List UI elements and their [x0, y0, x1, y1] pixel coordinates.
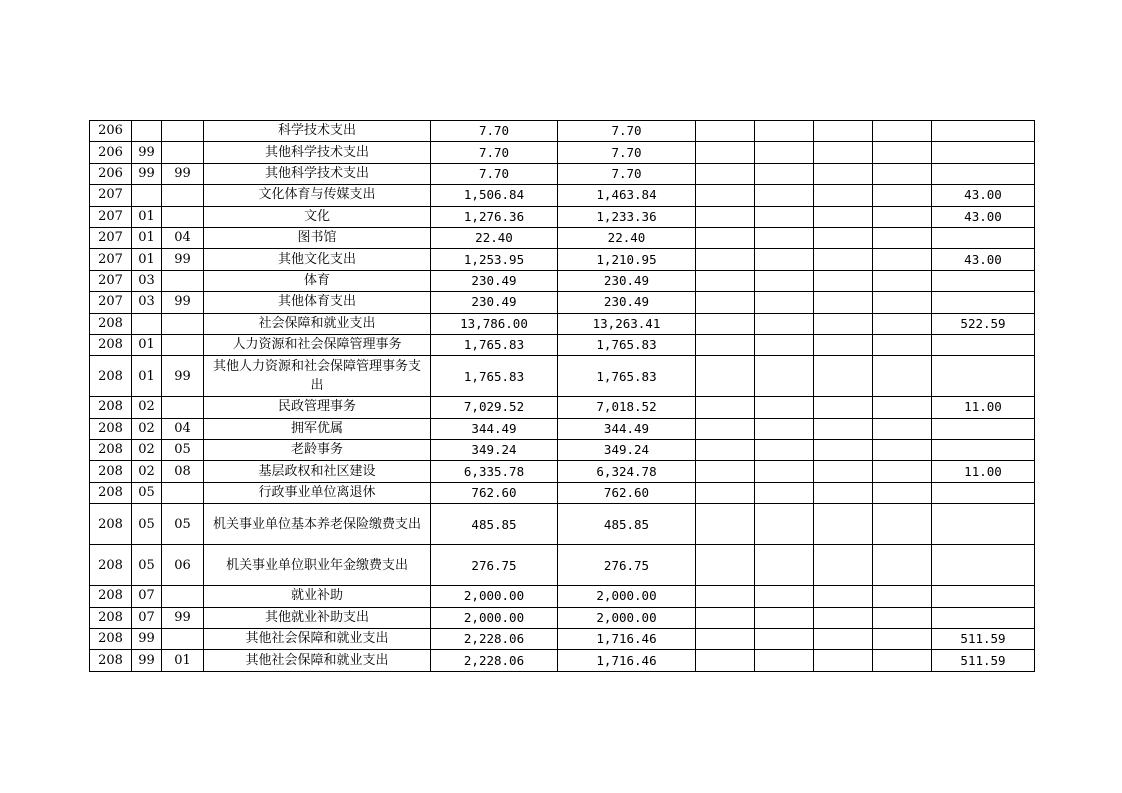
subject-name-cell: 文化 — [204, 206, 431, 227]
item-code-cell — [162, 270, 204, 291]
class-code-cell: 206 — [90, 142, 132, 163]
amount-col-5-cell — [814, 206, 873, 227]
amount-col-3-cell — [696, 292, 755, 313]
amount-col-6-cell — [873, 586, 932, 607]
amount-col-6-cell — [873, 504, 932, 545]
table-row — [90, 397, 1035, 418]
table-row — [90, 629, 1035, 650]
total-amount-cell: 276.75 — [431, 545, 558, 586]
table-row — [90, 504, 1035, 545]
category-code-cell: 05 — [132, 545, 162, 586]
total-amount-cell: 2,000.00 — [431, 586, 558, 607]
class-code-cell: 206 — [90, 163, 132, 184]
basic-expenditure-cell: 2,000.00 — [558, 586, 696, 607]
amount-col-4-cell — [755, 504, 814, 545]
amount-col-3-cell — [696, 482, 755, 503]
amount-col-5-cell — [814, 461, 873, 482]
subject-name-cell: 其他社会保障和就业支出 — [204, 629, 431, 650]
class-code-cell: 207 — [90, 249, 132, 270]
table-row — [90, 249, 1035, 270]
amount-col-4-cell — [755, 545, 814, 586]
item-code-cell — [162, 185, 204, 206]
total-amount-cell: 7.70 — [431, 142, 558, 163]
project-expenditure-cell: 11.00 — [932, 461, 1035, 482]
table-row — [90, 185, 1035, 206]
amount-col-6-cell — [873, 292, 932, 313]
table-row — [90, 650, 1035, 671]
amount-col-5-cell — [814, 121, 873, 142]
table-row — [90, 270, 1035, 291]
total-amount-cell: 1,765.83 — [431, 334, 558, 355]
amount-col-4-cell — [755, 185, 814, 206]
total-amount-cell: 230.49 — [431, 270, 558, 291]
budget-expenditure-table — [89, 120, 1035, 672]
subject-name-cell: 其他科学技术支出 — [204, 142, 431, 163]
total-amount-cell: 2,228.06 — [431, 629, 558, 650]
amount-col-4-cell — [755, 163, 814, 184]
subject-name-cell: 其他文化支出 — [204, 249, 431, 270]
category-code-cell: 05 — [132, 482, 162, 503]
class-code-cell: 206 — [90, 121, 132, 142]
category-code-cell: 01 — [132, 249, 162, 270]
amount-col-5-cell — [814, 185, 873, 206]
table-row — [90, 461, 1035, 482]
category-code-cell: 02 — [132, 418, 162, 439]
subject-name-cell: 其他人力资源和社会保障管理事务支出 — [204, 356, 431, 397]
amount-col-6-cell — [873, 227, 932, 248]
category-code-cell: 01 — [132, 206, 162, 227]
amount-col-4-cell — [755, 121, 814, 142]
item-code-cell: 05 — [162, 504, 204, 545]
class-code-cell: 208 — [90, 504, 132, 545]
amount-col-4-cell — [755, 249, 814, 270]
subject-name-cell: 机关事业单位职业年金缴费支出 — [204, 545, 431, 586]
amount-col-3-cell — [696, 334, 755, 355]
item-code-cell — [162, 334, 204, 355]
amount-col-6-cell — [873, 185, 932, 206]
total-amount-cell: 762.60 — [431, 482, 558, 503]
basic-expenditure-cell: 349.24 — [558, 440, 696, 461]
category-code-cell: 99 — [132, 629, 162, 650]
amount-col-3-cell — [696, 270, 755, 291]
subject-name-cell: 其他就业补助支出 — [204, 607, 431, 628]
class-code-cell: 207 — [90, 227, 132, 248]
amount-col-5-cell — [814, 163, 873, 184]
amount-col-6-cell — [873, 313, 932, 334]
subject-name-cell: 拥军优属 — [204, 418, 431, 439]
amount-col-4-cell — [755, 629, 814, 650]
subject-name-cell: 其他科学技术支出 — [204, 163, 431, 184]
amount-col-5-cell — [814, 482, 873, 503]
amount-col-6-cell — [873, 249, 932, 270]
amount-col-3-cell — [696, 227, 755, 248]
amount-col-3-cell — [696, 249, 755, 270]
amount-col-4-cell — [755, 356, 814, 397]
total-amount-cell: 13,786.00 — [431, 313, 558, 334]
amount-col-3-cell — [696, 418, 755, 439]
amount-col-4-cell — [755, 397, 814, 418]
basic-expenditure-cell: 485.85 — [558, 504, 696, 545]
amount-col-4-cell — [755, 142, 814, 163]
total-amount-cell: 2,228.06 — [431, 650, 558, 671]
amount-col-3-cell — [696, 545, 755, 586]
category-code-cell: 01 — [132, 356, 162, 397]
subject-name-cell: 民政管理事务 — [204, 397, 431, 418]
basic-expenditure-cell: 1,765.83 — [558, 356, 696, 397]
amount-col-4-cell — [755, 461, 814, 482]
amount-col-6-cell — [873, 482, 932, 503]
category-code-cell: 99 — [132, 650, 162, 671]
amount-col-4-cell — [755, 270, 814, 291]
amount-col-3-cell — [696, 461, 755, 482]
project-expenditure-cell: 43.00 — [932, 185, 1035, 206]
table-row — [90, 334, 1035, 355]
item-code-cell — [162, 629, 204, 650]
subject-name-cell: 行政事业单位离退休 — [204, 482, 431, 503]
amount-col-4-cell — [755, 482, 814, 503]
subject-name-cell: 体育 — [204, 270, 431, 291]
subject-name-cell: 就业补助 — [204, 586, 431, 607]
basic-expenditure-cell: 7.70 — [558, 163, 696, 184]
project-expenditure-cell: 511.59 — [932, 650, 1035, 671]
amount-col-5-cell — [814, 292, 873, 313]
amount-col-6-cell — [873, 206, 932, 227]
total-amount-cell: 1,253.95 — [431, 249, 558, 270]
subject-name-cell: 机关事业单位基本养老保险缴费支出 — [204, 504, 431, 545]
amount-col-5-cell — [814, 270, 873, 291]
category-code-cell: 02 — [132, 461, 162, 482]
class-code-cell: 208 — [90, 629, 132, 650]
amount-col-4-cell — [755, 607, 814, 628]
project-expenditure-cell — [932, 334, 1035, 355]
class-code-cell: 208 — [90, 334, 132, 355]
basic-expenditure-cell: 1,716.46 — [558, 650, 696, 671]
basic-expenditure-cell: 1,716.46 — [558, 629, 696, 650]
subject-name-cell: 其他体育支出 — [204, 292, 431, 313]
amount-col-3-cell — [696, 397, 755, 418]
item-code-cell — [162, 142, 204, 163]
item-code-cell: 99 — [162, 292, 204, 313]
subject-name-cell: 科学技术支出 — [204, 121, 431, 142]
category-code-cell: 05 — [132, 504, 162, 545]
item-code-cell: 99 — [162, 249, 204, 270]
item-code-cell: 01 — [162, 650, 204, 671]
amount-col-6-cell — [873, 650, 932, 671]
table-row — [90, 482, 1035, 503]
amount-col-6-cell — [873, 163, 932, 184]
total-amount-cell: 7.70 — [431, 163, 558, 184]
amount-col-4-cell — [755, 650, 814, 671]
basic-expenditure-cell: 1,765.83 — [558, 334, 696, 355]
project-expenditure-cell: 43.00 — [932, 249, 1035, 270]
amount-col-4-cell — [755, 586, 814, 607]
item-code-cell: 04 — [162, 227, 204, 248]
item-code-cell — [162, 206, 204, 227]
amount-col-3-cell — [696, 586, 755, 607]
amount-col-3-cell — [696, 650, 755, 671]
item-code-cell — [162, 121, 204, 142]
amount-col-5-cell — [814, 142, 873, 163]
basic-expenditure-cell: 1,210.95 — [558, 249, 696, 270]
item-code-cell: 04 — [162, 418, 204, 439]
basic-expenditure-cell: 2,000.00 — [558, 607, 696, 628]
project-expenditure-cell: 11.00 — [932, 397, 1035, 418]
project-expenditure-cell — [932, 227, 1035, 248]
basic-expenditure-cell: 1,463.84 — [558, 185, 696, 206]
subject-name-cell: 人力资源和社会保障管理事务 — [204, 334, 431, 355]
class-code-cell: 208 — [90, 440, 132, 461]
project-expenditure-cell — [932, 418, 1035, 439]
basic-expenditure-cell: 6,324.78 — [558, 461, 696, 482]
amount-col-3-cell — [696, 121, 755, 142]
total-amount-cell: 230.49 — [431, 292, 558, 313]
total-amount-cell: 1,765.83 — [431, 356, 558, 397]
item-code-cell: 99 — [162, 607, 204, 628]
amount-col-3-cell — [696, 440, 755, 461]
amount-col-5-cell — [814, 356, 873, 397]
class-code-cell: 207 — [90, 270, 132, 291]
basic-expenditure-cell: 344.49 — [558, 418, 696, 439]
category-code-cell: 02 — [132, 397, 162, 418]
basic-expenditure-cell: 7.70 — [558, 142, 696, 163]
class-code-cell: 208 — [90, 461, 132, 482]
amount-col-3-cell — [696, 142, 755, 163]
amount-col-5-cell — [814, 440, 873, 461]
basic-expenditure-cell: 7.70 — [558, 121, 696, 142]
category-code-cell: 03 — [132, 270, 162, 291]
project-expenditure-cell: 522.59 — [932, 313, 1035, 334]
class-code-cell: 208 — [90, 650, 132, 671]
table-row — [90, 545, 1035, 586]
amount-col-4-cell — [755, 313, 814, 334]
class-code-cell: 208 — [90, 313, 132, 334]
amount-col-3-cell — [696, 607, 755, 628]
amount-col-6-cell — [873, 545, 932, 586]
amount-col-3-cell — [696, 629, 755, 650]
class-code-cell: 208 — [90, 418, 132, 439]
basic-expenditure-cell: 276.75 — [558, 545, 696, 586]
project-expenditure-cell — [932, 607, 1035, 628]
item-code-cell — [162, 313, 204, 334]
amount-col-4-cell — [755, 334, 814, 355]
class-code-cell: 207 — [90, 206, 132, 227]
table-row — [90, 313, 1035, 334]
amount-col-5-cell — [814, 650, 873, 671]
amount-col-5-cell — [814, 586, 873, 607]
total-amount-cell: 1,506.84 — [431, 185, 558, 206]
table-row — [90, 292, 1035, 313]
table-row — [90, 586, 1035, 607]
total-amount-cell: 7,029.52 — [431, 397, 558, 418]
amount-col-6-cell — [873, 397, 932, 418]
total-amount-cell: 344.49 — [431, 418, 558, 439]
project-expenditure-cell — [932, 356, 1035, 397]
basic-expenditure-cell: 13,263.41 — [558, 313, 696, 334]
item-code-cell: 99 — [162, 163, 204, 184]
project-expenditure-cell: 511.59 — [932, 629, 1035, 650]
class-code-cell: 208 — [90, 607, 132, 628]
amount-col-5-cell — [814, 504, 873, 545]
amount-col-5-cell — [814, 607, 873, 628]
project-expenditure-cell — [932, 586, 1035, 607]
amount-col-6-cell — [873, 270, 932, 291]
item-code-cell: 05 — [162, 440, 204, 461]
amount-col-3-cell — [696, 504, 755, 545]
amount-col-4-cell — [755, 440, 814, 461]
table-row — [90, 440, 1035, 461]
category-code-cell: 99 — [132, 142, 162, 163]
category-code-cell — [132, 121, 162, 142]
table-row — [90, 227, 1035, 248]
category-code-cell: 02 — [132, 440, 162, 461]
amount-col-3-cell — [696, 356, 755, 397]
item-code-cell: 99 — [162, 356, 204, 397]
amount-col-5-cell — [814, 397, 873, 418]
project-expenditure-cell — [932, 270, 1035, 291]
table-row — [90, 356, 1035, 397]
amount-col-3-cell — [696, 313, 755, 334]
table-row — [90, 206, 1035, 227]
amount-col-6-cell — [873, 356, 932, 397]
basic-expenditure-cell: 230.49 — [558, 292, 696, 313]
amount-col-6-cell — [873, 121, 932, 142]
amount-col-4-cell — [755, 206, 814, 227]
subject-name-cell: 老龄事务 — [204, 440, 431, 461]
category-code-cell — [132, 313, 162, 334]
table-row — [90, 163, 1035, 184]
class-code-cell: 208 — [90, 545, 132, 586]
amount-col-4-cell — [755, 227, 814, 248]
amount-col-5-cell — [814, 313, 873, 334]
item-code-cell — [162, 482, 204, 503]
amount-col-4-cell — [755, 292, 814, 313]
category-code-cell: 07 — [132, 607, 162, 628]
basic-expenditure-cell: 230.49 — [558, 270, 696, 291]
basic-expenditure-cell: 762.60 — [558, 482, 696, 503]
amount-col-5-cell — [814, 249, 873, 270]
total-amount-cell: 2,000.00 — [431, 607, 558, 628]
class-code-cell: 208 — [90, 482, 132, 503]
item-code-cell: 08 — [162, 461, 204, 482]
total-amount-cell: 7.70 — [431, 121, 558, 142]
category-code-cell: 07 — [132, 586, 162, 607]
amount-col-5-cell — [814, 418, 873, 439]
project-expenditure-cell — [932, 504, 1035, 545]
table-row — [90, 607, 1035, 628]
table-row — [90, 418, 1035, 439]
amount-col-5-cell — [814, 227, 873, 248]
subject-name-cell: 图书馆 — [204, 227, 431, 248]
subject-name-cell: 社会保障和就业支出 — [204, 313, 431, 334]
amount-col-6-cell — [873, 629, 932, 650]
amount-col-6-cell — [873, 440, 932, 461]
category-code-cell: 99 — [132, 163, 162, 184]
basic-expenditure-cell: 1,233.36 — [558, 206, 696, 227]
basic-expenditure-cell: 7,018.52 — [558, 397, 696, 418]
project-expenditure-cell — [932, 121, 1035, 142]
project-expenditure-cell — [932, 292, 1035, 313]
project-expenditure-cell — [932, 440, 1035, 461]
item-code-cell — [162, 586, 204, 607]
class-code-cell: 208 — [90, 586, 132, 607]
amount-col-6-cell — [873, 142, 932, 163]
project-expenditure-cell — [932, 163, 1035, 184]
class-code-cell: 208 — [90, 397, 132, 418]
amount-col-6-cell — [873, 607, 932, 628]
amount-col-3-cell — [696, 163, 755, 184]
category-code-cell: 01 — [132, 227, 162, 248]
table-row — [90, 121, 1035, 142]
amount-col-3-cell — [696, 206, 755, 227]
total-amount-cell: 1,276.36 — [431, 206, 558, 227]
total-amount-cell: 485.85 — [431, 504, 558, 545]
amount-col-3-cell — [696, 185, 755, 206]
subject-name-cell: 基层政权和社区建设 — [204, 461, 431, 482]
total-amount-cell: 349.24 — [431, 440, 558, 461]
class-code-cell: 207 — [90, 292, 132, 313]
item-code-cell — [162, 397, 204, 418]
category-code-cell: 03 — [132, 292, 162, 313]
project-expenditure-cell — [932, 545, 1035, 586]
amount-col-5-cell — [814, 629, 873, 650]
amount-col-6-cell — [873, 461, 932, 482]
amount-col-4-cell — [755, 418, 814, 439]
amount-col-6-cell — [873, 334, 932, 355]
table-body — [90, 121, 1035, 672]
project-expenditure-cell — [932, 482, 1035, 503]
class-code-cell: 208 — [90, 356, 132, 397]
category-code-cell — [132, 185, 162, 206]
project-expenditure-cell — [932, 142, 1035, 163]
item-code-cell: 06 — [162, 545, 204, 586]
amount-col-5-cell — [814, 334, 873, 355]
total-amount-cell: 6,335.78 — [431, 461, 558, 482]
total-amount-cell: 22.40 — [431, 227, 558, 248]
amount-col-5-cell — [814, 545, 873, 586]
subject-name-cell: 文化体育与传媒支出 — [204, 185, 431, 206]
category-code-cell: 01 — [132, 334, 162, 355]
amount-col-6-cell — [873, 418, 932, 439]
basic-expenditure-cell: 22.40 — [558, 227, 696, 248]
subject-name-cell: 其他社会保障和就业支出 — [204, 650, 431, 671]
class-code-cell: 207 — [90, 185, 132, 206]
project-expenditure-cell: 43.00 — [932, 206, 1035, 227]
table-row — [90, 142, 1035, 163]
